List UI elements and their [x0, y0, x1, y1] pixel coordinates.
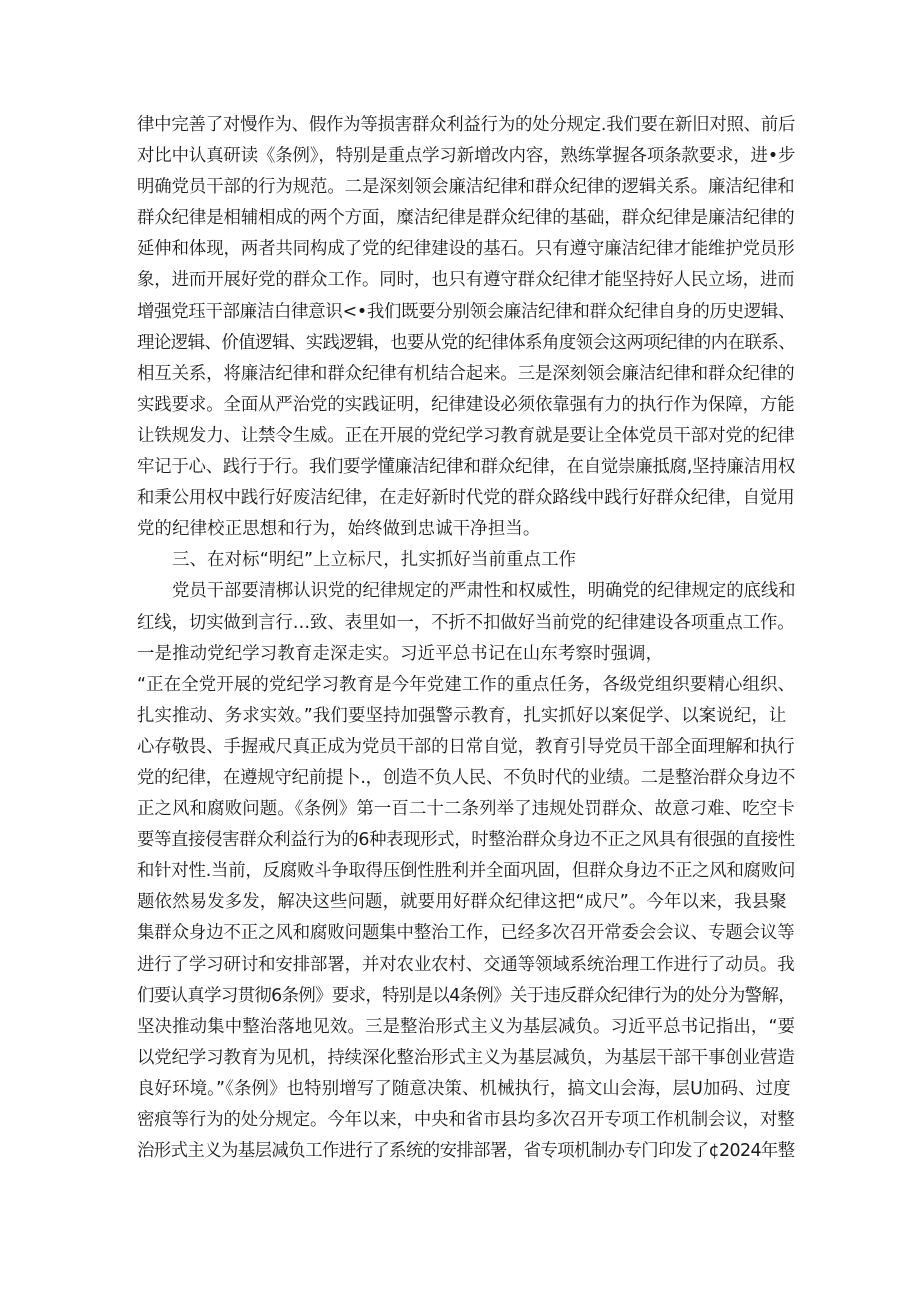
text-line: 党的纪律校正思想和行为，始终做到忠诚干净担当。 — [137, 519, 541, 540]
text-line: 三、在对标“明纪”上立标尺，扎实抓好当前重点工作 — [172, 550, 577, 571]
body-text — [137, 110, 795, 1167]
text-line: 正之风和腐败问题。《条例》第一百二十二条列举了违规处罚群众、故意刁难、吃空卡 — [137, 799, 795, 820]
text-line: 们要认真学习贯彻6条例》要求，特别是以4条例》关于违反群众纪律行为的处分为警解， — [137, 985, 795, 1006]
text-line: 题依然易发多发，解决这些问题，就要用好群众纪律这把“成尺”。今年以来，我县聚 — [137, 892, 787, 913]
text-line: 律中完善了对慢作为、假作为等损害群众利益行为的处分规定.我们要在新旧对照、前后 — [137, 115, 796, 135]
text-line: 红线，切实做到言行…致、表里如一，不折不扣做好当前党的纪律建设各项重点工作。 — [137, 612, 795, 633]
text-line: 象，进而开展好党的群众工作。同时，也只有遵守群众纪律才能坚持好人民立场，进而 — [137, 270, 795, 291]
text-line: 让铁规发力、让禁令生威。正在开展的党纪学习教育就是要让全体党员干部对党的纪律 — [137, 425, 795, 446]
text-line: 进行了学习研讨和安排部署，并对农业农村、交通等领域系统治理工作进行了动员。我 — [137, 954, 795, 975]
text-line: 治形式主义为基层减负工作进行了系统的安排部署，省专项机制办专门印发了¢2024年整 — [137, 1141, 795, 1162]
text-line: 良好环境。”《条例》也特别增写了随意决策、机械执行，搞文山会海，层U加码、过度 — [137, 1078, 791, 1099]
text-line: 党员干部要清梆认识党的纪律规定的严肃性和权威性，明确党的纪律规定的底线和 — [172, 581, 796, 602]
text-line: 牢记于心、践行于行。我们要学懂廉洁纪律和群众纪律，在自觉崇廉抵腐,坚持廉洁用权 — [137, 457, 796, 478]
text-line: 党的纪律，在遵规守纪前提卜.，创造不负人民、不负时代的业绩。二是整治群众身边不 — [137, 767, 796, 788]
text-line: 增强党珏干部廉洁白律意识<•我们既要分别领会廉洁纪律和群众纪律自身的历史逻辑、 — [137, 301, 796, 322]
text-line: 相互关系，将廉洁纪律和群众纪律有机结合起来。三是深刻领会廉洁纪律和群众纪律的 — [137, 363, 795, 384]
text-line: 延伸和体现，两者共同构成了党的纪律建设的基石。只有遵守廉洁纪律才能维护党员形 — [137, 239, 795, 260]
text-line: 一是推动党纪学习教育走深走实。习近平总书记在山东考察时强调， — [137, 643, 664, 664]
text-line: 以党纪学习教育为见机，持续深化整治形式主义为基层减负，为基层干部干事创业营造 — [137, 1047, 795, 1068]
text-line: 扎实推动、务求实效。”我们要坚持加强警示教育，扎实抓好以案促学、以案说纪，让 — [137, 705, 787, 726]
text-line: 集群众身边不正之风和腐败问题集中整治工作，已经多次召开常委会会议、专题会议等 — [137, 923, 795, 944]
text-line: 群众纪律是相辅相成的两个方面，糜洁纪律是群众纪律的基础，群众纪律是廉洁纪律的 — [137, 208, 795, 229]
text-line: 明确党员干部的行为规范。二是深刻领会廉洁纪律和群众纪律的逻辑关系。廉洁纪律和 — [137, 177, 795, 198]
text-line: “正在全党开展的党纪学习教育是今年党建工作的重点任务，各级党组织要精心组织、 — [137, 674, 796, 695]
text-line: 坚决推动集中整治落地见效。三是整治形式主义为基层减负。习近平总书记指出，“要 — [137, 1016, 796, 1037]
text-line: 和秉公用权中践行好废洁纪律，在走好新时代党的群众路线中践行好群众纪律，自觉用 — [137, 488, 795, 509]
text-line: 对比中认真研读《条例》，特别是重点学习新增改内容，熟练掌握各项条款要求，进•步 — [137, 146, 796, 167]
text-line: 要等直接侵害群众利益行为的6种表现形式，时整治群众身边不正之风具有很强的直接性 — [137, 830, 795, 851]
text-line: 实践要求。全面从严治党的实践证明，纪律建设必须依靠强有力的执行作为保障，方能 — [137, 394, 795, 415]
text-line: 密痕等行为的处分规定。今年以来，中央和省市县均多次召开专项工作机制会议，对整 — [137, 1110, 795, 1130]
text-line: 理论逻辑、价值逻辑、实践逻辑，也要从党的纪律体系角度领会这两项纪律的内在联系、 — [137, 332, 796, 353]
text-line: 和针对性.当前，反腐败斗争取得压倒性胜利并全面巩固，但群众身边不正之风和腐败问 — [137, 861, 796, 882]
text-line: 心存敬畏、手握戒尺真正成为党员干部的日常自觉，教育引导党员干部全面理解和执行 — [137, 736, 795, 757]
